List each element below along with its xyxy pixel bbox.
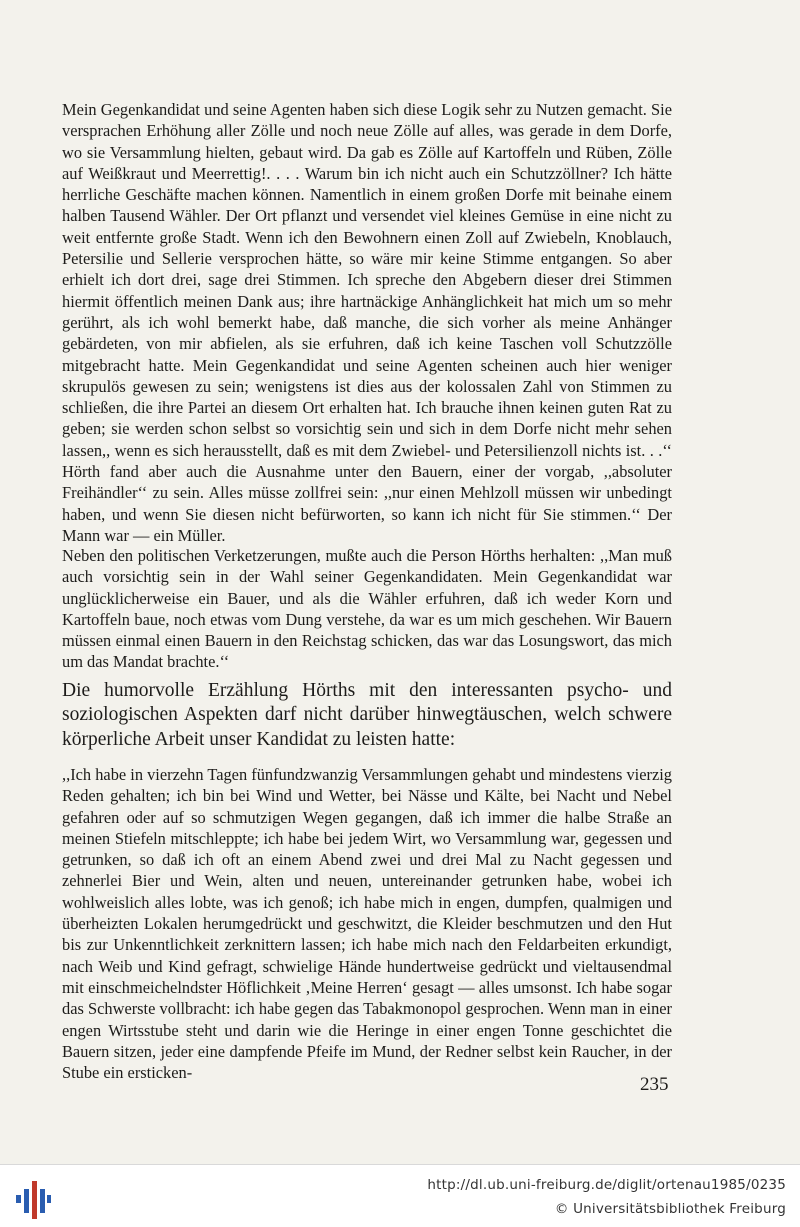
footer-bar <box>0 1164 800 1227</box>
quote-paragraph-versammlungen <box>62 764 672 1083</box>
footer-url-link[interactable]: http://dl.ub.uni-freiburg.de/diglit/ortenau1985/0235 <box>427 1177 786 1193</box>
paragraph-text: Die humorvolle Erzählung Hörths mit den interessanten psycho- und soziologischen Aspekten darf nicht darüber hinwegtäuschen, welch schwere körperliche Arbeit unser Kandidat zu leisten hatte: <box>62 680 672 750</box>
footer-copyright: © Universitätsbibliothek Freiburg <box>554 1201 786 1217</box>
quote-paragraph-zoelle <box>62 99 672 546</box>
paragraph-text: Neben den politischen Verketzerungen, mußte auch die Person Hörths herhalten: ,,Man muß auch vorsichtig sein in der Wahl seiner Gegenkandidaten. Mein Gegenkandidat war unglücklicherweise ein Bauer, und als die Wähler erfuhren, daß ich weder Korn und Kartoffeln baue, noch etwas vom Dung verstehe, da war es um mich geschehen. Wir Bauern müssen einmal einen Bauern in den Reichstag schicken, das war das Losungswort, das mich um das Mandat brachte.‘‘ <box>62 546 672 672</box>
quote-paragraph-gegenkandidat <box>62 545 672 673</box>
lead-paragraph <box>62 679 672 752</box>
paragraph-text: ,,Ich habe in vierzehn Tagen fünfundzwanzig Versammlungen gehabt und mindestens vierzig Reden gehalten; ich bin bei Wind und Wetter, bei Nässe und Kälte, bei Nacht und Nebel gefahren oder auf so schmutzigen Wegen gegangen, daß ich immer die halbe Straße an meinen Stiefeln mitschleppte; ich habe bei jedem Wirt, wo Versammlung war, gegessen und getrunken, so daß ich oft an einem Abend zwei und drei Mal zu Nacht gegessen und zehnerlei Bier und Wein, alten und neuen, untereinander getrunken habe, wobei ich wohlweislich alles lobte, was ich genoß; ich habe mich in engen, dumpfen, qualmigen und überheizten Lokalen herumgedrückt und geschwitzt, die Kleider beschmutzen und den Hut bis zur Unkenntlichkeit zerknittern lassen; ich habe mich nach den Feldarbeiten erkundigt, nach Weib und Kind gefragt, schwielige Hände hundertweise gedrückt und vieltausendmal mit einschmeichelndster Höflichkeit ‚Meine Herren‘ gesagt — alles umsonst. Ich habe sogar das Schwerste vollbracht: ich habe gegen das Tabakmonopol gesprochen. Wenn man in einer engen Wirtsstube steht und darin wie die Heringe in einer engen Tonne geschichtet die Bauern sitzen, jeder eine dampfende Pfeife im Mund, der Redner selbst kein Raucher, in der Stube ein ersticken- <box>62 765 672 1083</box>
ub-freiburg-logo-icon <box>12 1179 52 1219</box>
paragraph-text: Mein Gegenkandidat und seine Agenten haben sich diese Logik sehr zu Nutzen gemacht. Sie versprachen Erhöhung aller Zölle und noch neue Zölle auf alles, was gerade in dem Dorfe, wo sie Versammlung hielten, gebaut wird. Da gab es Zölle auf Kartoffeln und Rüben, Zölle auf Weißkraut und Meerrettig!. . . . Warum bin ich nicht auch ein Schutzzöllner? Ich hätte herrliche Geschäfte machen können. Namentlich in einem großen Dorfe mit beinahe einem halben Tausend Wähler. Der Ort pflanzt und versendet viel kleines Gemüse in eine nicht zu weit entfernte große Stadt. Wenn ich den Bewohnern einen Zoll auf Zwiebeln, Knoblauch, Petersilie und Sellerie versprochen hätte, so wäre mir keine Stimme entgangen. So aber erhielt ich dort drei, sage drei Stimmen. Ich spreche den Abgebern dieser drei Stimmen hiermit öffentlich meinen Dank aus; ihre hartnäckige Anhänglichkeit hat mich um so mehr gerührt, als ich wohl bemerkt habe, daß manche, die sich vorher als meine Anhänger gebärdeten, von mir abfielen, als sie erfuhren, daß ich keine Taschen voll Schutzzölle mitgebracht hatte. Mein Gegenkandidat und seine Agenten scheinen auch hier weniger skrupulös gewesen zu sein; wenigstens ist dies aus der kolossalen Zahl von Stimmen zu schließen, die ihre Partei an diesem Ort erhalten hat. Ich brauche ihnen keinen guten Rat zu geben; sie werden schon selbst so vorsichtig sein und sich in dem Dorfe nicht mehr sehen lassen,, wenn es sich herausstellt, daß es mit dem Zwiebel- und Petersilienzoll nichts ist. . .‘‘ Hörth fand aber auch die Ausnahme unter den Bauern, einer der vorgab, ,,absoluter Freihändler‘‘ zu sein. Alles müsse zollfrei sein: ,,nur einen Mehlzoll müssen wir unbedingt haben, und wenn Sie diesen nicht befürworten, so kann ich nicht für Sie stimmen.‘‘ Der Mann war — ein Müller. <box>62 100 672 545</box>
page-number: 235 <box>640 1074 669 1095</box>
